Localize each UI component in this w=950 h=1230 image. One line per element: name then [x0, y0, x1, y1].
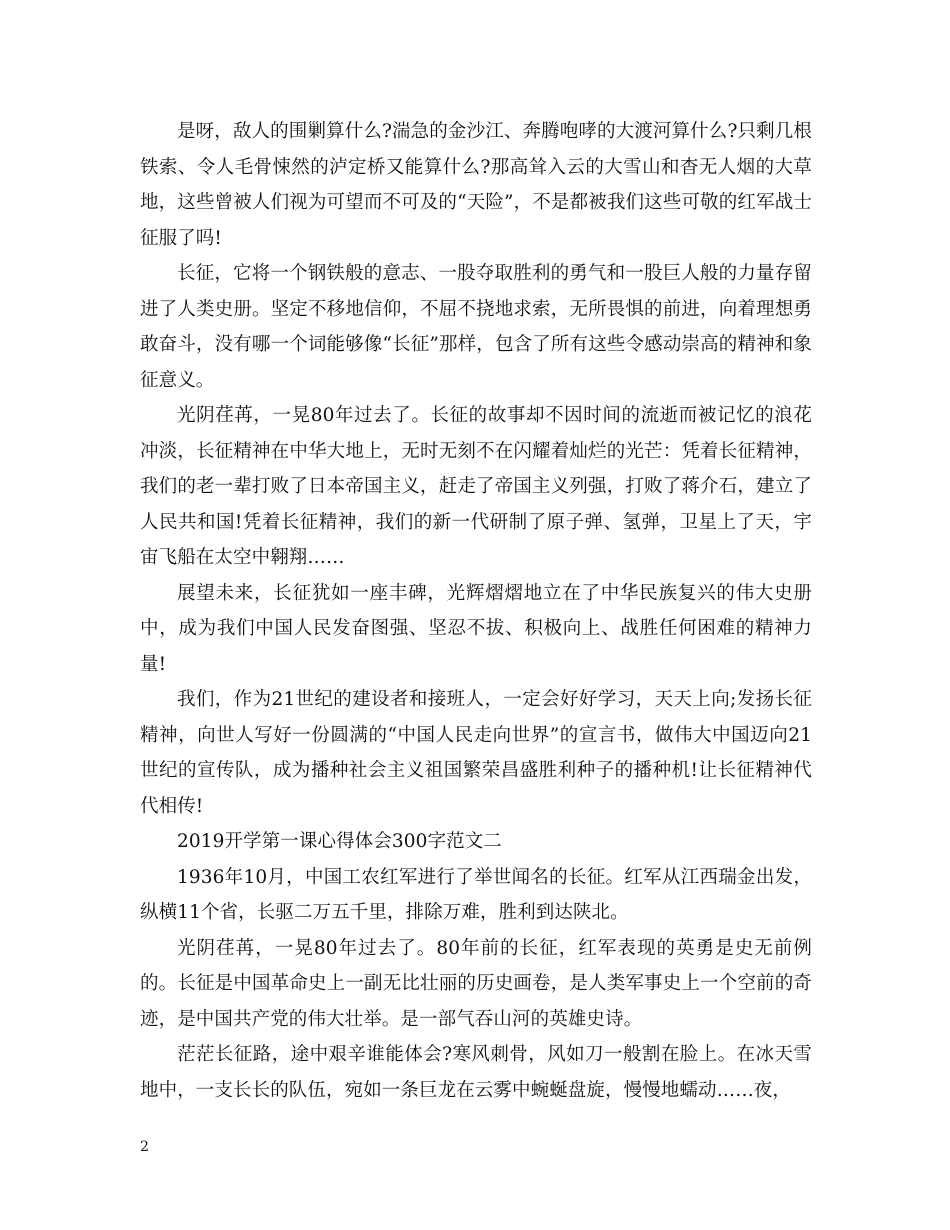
page-number: 2: [140, 1139, 149, 1155]
paragraph-1: 是呀，敌人的围剿算什么?湍急的金沙江、奔腾咆哮的大渡河算什么?只剩几根铁索、令人毛骨悚然的泸定桥又能算什么?那高耸入云的大雪山和杳无人烟的大草地，这些曾被人们视为可望而不可及的“天险”，不是都被我们这些可敬的红军战士征服了吗!: [140, 121, 812, 249]
document-body: [140, 114, 812, 1108]
paragraph-6: 1936年10月，中国工农红军进行了举世闻名的长征。红军从江西瑞金出发，纵横11个省，长驱二万五千里，排除万难，胜利到达陕北。: [140, 866, 812, 923]
paragraph-8: 茫茫长征路，途中艰辛谁能体会?寒风刺骨，风如刀一般割在脸上。在冰天雪地中，一支长长的队伍，宛如一条巨龙在云雾中蜿蜒盘旋，慢慢地蠕动……夜，: [140, 1044, 812, 1101]
paragraph-2: 长征，它将一个钢铁般的意志、一股夺取胜利的勇气和一股巨人般的力量存留进了人类史册。坚定不移地信仰，不屈不挠地求索，无所畏惧的前进，向着理想勇敢奋斗，没有哪一个词能够像“长征”那样，包含了所有这些令感动崇高的精神和象征意义。: [140, 263, 812, 391]
section-heading: 2019开学第一课心得体会300字范文二: [177, 831, 502, 852]
paragraph-4: 展望未来，长征犹如一座丰碑，光辉熠熠地立在了中华民族复兴的伟大史册中，成为我们中国人民发奋图强、坚忍不拔、积极向上、战胜任何困难的精神力量!: [140, 582, 812, 675]
paragraph-7: 光阴荏苒，一晃80年过去了。80年前的长征，红军表现的英勇是史无前例的。长征是中国革命史上一副无比壮丽的历史画卷，是人类军事史上一个空前的奇迹，是中国共产党的伟大壮举。是一部气吞山河的英雄史诗。: [140, 937, 812, 1030]
paragraph-5: 我们，作为21世纪的建设者和接班人，一定会好好学习，天天上向;发扬长征精神，向世人写好一份圆满的“中国人民走向世界”的宣言书，做伟大中国迈向21世纪的宣传队，成为播种社会主义祖国繁荣昌盛胜利种子的播种机!让长征精神代代相传!: [140, 689, 812, 817]
paragraph-3: 光阴荏苒，一晃80年过去了。长征的故事却不因时间的流逝而被记忆的浪花冲淡，长征精神在中华大地上，无时无刻不在闪耀着灿烂的光芒：凭着长征精神，我们的老一辈打败了日本帝国主义，赶走了帝国主义列强，打败了蒋介石，建立了人民共和国!凭着长征精神，我们的新一代研制了原子弹、氢弹，卫星上了天，宇宙飞船在太空中翱翔……: [140, 405, 812, 568]
